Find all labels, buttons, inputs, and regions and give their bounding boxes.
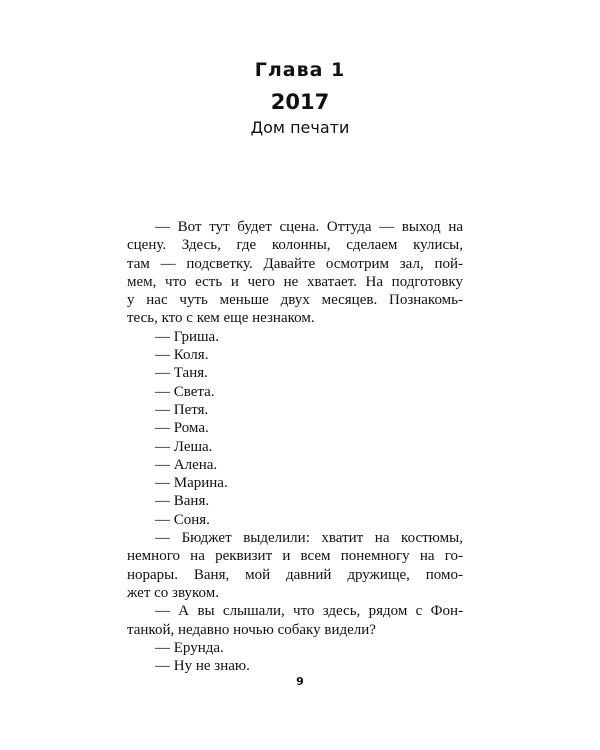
text-line: — А вы слышали, что здесь, рядом с Фон- [155, 603, 463, 620]
text-line: — Рома. [155, 420, 209, 437]
chapter-year: 2017 [270, 90, 330, 114]
page-number: 9 [296, 675, 304, 688]
text-line: там — подсветку. Давайте осмотрим зал, пой- [127, 255, 463, 272]
chapter-label: Глава 1 [254, 59, 346, 81]
text-line: — Ваня. [155, 493, 210, 510]
text-line: — Ну не знаю. [155, 658, 250, 675]
text-line: — Алена. [155, 456, 218, 473]
text-line: немного на реквизит и всем понемногу на го- [127, 548, 463, 565]
text-line: — Марина. [155, 475, 228, 492]
text-line: — Гриша. [155, 328, 219, 345]
text-line: — Бюджет выделили: хватит на костюмы, [155, 530, 463, 547]
chapter-title: Дом печати [250, 118, 350, 137]
text-line: — Вот тут будет сцена. Оттуда — выход на [155, 219, 463, 235]
text-line: тесь, кто с кем еще незнаком. [127, 310, 315, 327]
text-line: — Петя. [155, 401, 209, 418]
text-line: норары. Ваня, мой давний дружище, помо- [127, 566, 463, 583]
body-text [127, 218, 463, 675]
text-line: жет со звуком. [127, 584, 220, 601]
text-line: мем, что есть и чего не хватает. На подготовку [127, 273, 463, 290]
text-line: у нас чуть меньше двух месяцев. Познакомь- [127, 292, 463, 309]
text-line: сцену. Здесь, где колонны, сделаем кулисы, [127, 237, 463, 254]
text-line: танкой, недавно ночью собаку видели? [127, 621, 376, 638]
text-line: — Света. [155, 383, 215, 400]
text-line: — Леша. [155, 438, 213, 455]
text-line: — Таня. [155, 365, 208, 382]
text-line: — Соня. [155, 511, 210, 528]
text-line: — Коля. [155, 347, 209, 364]
text-line: — Ерунда. [155, 639, 224, 656]
